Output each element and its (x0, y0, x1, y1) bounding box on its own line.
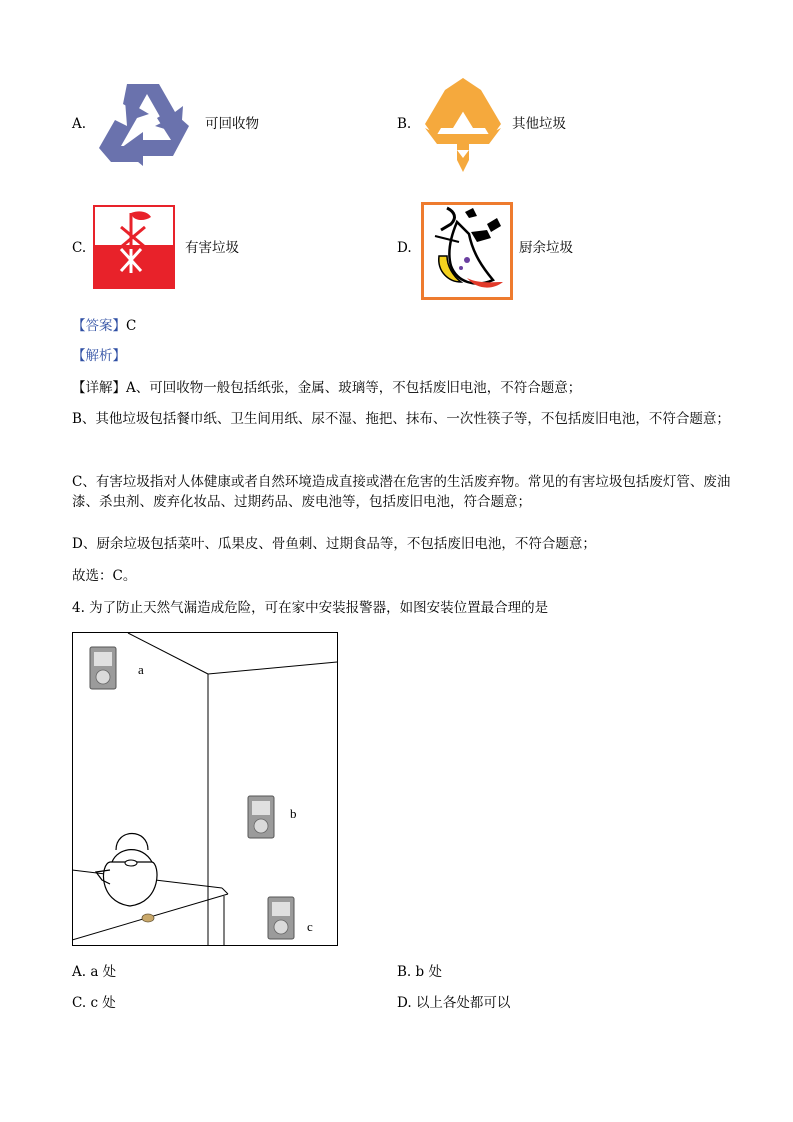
alarm-b-icon (248, 796, 274, 838)
other-waste-icon (423, 76, 503, 174)
room-figure (72, 632, 338, 946)
q4-option-c-text: c 处 (90, 995, 116, 1011)
detail-tag: 【详解】 (72, 380, 126, 396)
detail-d: D、厨余垃圾包括菜叶、瓜果皮、骨鱼刺、过期食品等，不包括废旧电池，不符合题意； (72, 536, 596, 552)
hazardous-waste-icon (93, 205, 175, 289)
q4-option-a-text: a 处 (90, 964, 117, 980)
option-c-letter: C. (72, 240, 87, 256)
option-a-letter: A. (72, 116, 87, 132)
detail-c: C、有害垃圾指对人体健康或者自然环境造成直接或潜在危害的生活废弃物。常见的有害垃圾包括废灯管、废油漆、杀虫剂、废弃化妆品、过期药品、废电池等，包括废旧电池，符合题意； (72, 474, 731, 510)
q4-option-d-text: 以上各处都可以 (415, 995, 511, 1011)
answer-value: C (126, 318, 137, 334)
answer-line (72, 316, 136, 336)
recycle-icon (97, 82, 193, 168)
q4-option-b (397, 962, 442, 982)
detail-b: B、其他垃圾包括餐巾纸、卫生间用纸、尿不湿、拖把、抹布、一次性筷子等，不包括废旧电池，不符合题意； (72, 411, 730, 427)
option-c-label: 有害垃圾 (185, 240, 239, 256)
option-b-label: 其他垃圾 (512, 116, 566, 132)
question4-stem: 4. 为了防止天然气漏造成危险，可在家中安装报警器，如图安装位置最合理的是 (72, 600, 549, 616)
alarm-c-icon (268, 897, 294, 939)
option-d-letter: D. (397, 240, 412, 256)
label-c: c (307, 919, 313, 934)
answer-tag: 【答案】 (72, 318, 126, 334)
label-b: b (290, 806, 297, 821)
q4-option-b-text: b 处 (415, 964, 442, 980)
alarm-a-icon (90, 647, 116, 689)
detail-conclusion: 故选：C。 (72, 568, 137, 584)
detail-a: A、可回收物一般包括纸张，金属、玻璃等，不包括废旧电池，不符合题意； (126, 380, 582, 396)
label-a: a (138, 662, 144, 677)
option-d-label: 厨余垃圾 (519, 240, 573, 256)
q4-option-d (397, 993, 510, 1013)
q4-option-a-letter: A. (72, 964, 87, 980)
analysis-tag: 【解析】 (72, 348, 126, 364)
q4-option-c (72, 993, 116, 1013)
option-a-label: 可回收物 (205, 116, 259, 132)
detail-a-line (72, 378, 581, 398)
kitchen-waste-icon (421, 202, 513, 300)
q4-option-a (72, 962, 116, 982)
q4-option-d-letter: D. (397, 995, 412, 1011)
q4-option-c-letter: C. (72, 995, 87, 1011)
option-b-letter: B. (397, 116, 412, 132)
q4-option-b-letter: B. (397, 964, 412, 980)
